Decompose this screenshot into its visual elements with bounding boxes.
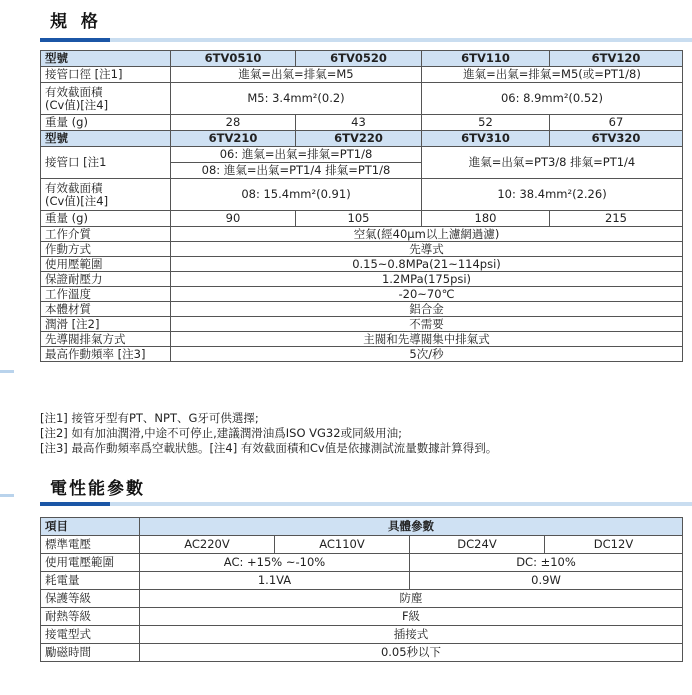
area-label	[41, 179, 171, 211]
common-label: 本體材質	[41, 302, 171, 317]
item-header: 項目	[41, 518, 140, 536]
port-value: 進氣=出氣=排氣=M5	[171, 67, 422, 83]
area-value: 06: 8.9mm²(0.52)	[422, 83, 683, 115]
area-value: 10: 38.4mm²(2.26)	[422, 179, 683, 211]
port-label: 接管口徑 [注1]	[41, 67, 171, 83]
voltage-cell: AC110V	[275, 536, 410, 554]
model-label: 型號	[41, 131, 171, 147]
model-cell: 6TV110	[422, 51, 550, 67]
weight-row-b	[41, 211, 683, 227]
power-dc: 0.9W	[410, 572, 683, 590]
model-cell: 6TV0520	[296, 51, 422, 67]
range-dc: DC: ±10%	[410, 554, 683, 572]
electrical-label: 接電型式	[41, 626, 140, 644]
area-row-a	[41, 83, 683, 115]
common-label: 工作介質	[41, 227, 171, 242]
port-value: 進氣=出氣=排氣=M5(或=PT1/8)	[422, 67, 683, 83]
weight-cell: 43	[296, 115, 422, 131]
footnote-1: [注1] 接管牙型有PT、NPT、G牙可供選擇;	[40, 411, 259, 425]
port-row-a	[41, 67, 683, 83]
spec-table	[40, 50, 683, 362]
weight-row-a	[41, 115, 683, 131]
side-tick-1	[0, 370, 14, 373]
model-cell: 6TV220	[296, 131, 422, 147]
weight-cell: 67	[550, 115, 683, 131]
weight-cell: 52	[422, 115, 550, 131]
weight-label: 重量 (g)	[41, 115, 171, 131]
common-row	[41, 272, 683, 287]
port-value-split	[171, 147, 422, 179]
common-value: -20~70℃	[171, 287, 683, 302]
common-row	[41, 347, 683, 362]
area-label	[41, 83, 171, 115]
electrical-title-underline	[40, 502, 692, 506]
voltage-cell: DC24V	[410, 536, 545, 554]
common-row	[41, 332, 683, 347]
common-label: 使用壓範圍	[41, 257, 171, 272]
area-row-b	[41, 179, 683, 211]
common-label: 潤滑 [注2]	[41, 317, 171, 332]
common-label: 作動方式	[41, 242, 171, 257]
common-label: 最高作動頻率 [注3]	[41, 347, 171, 362]
spec-title-underline	[40, 38, 692, 42]
model-label: 型號	[41, 51, 171, 67]
electrical-section-title: 電性能參數	[50, 479, 145, 499]
model-cell: 6TV120	[550, 51, 683, 67]
electrical-table	[40, 517, 683, 662]
electrical-row	[41, 626, 683, 644]
model-cell: 6TV0510	[171, 51, 296, 67]
weight-cell: 90	[171, 211, 296, 227]
weight-cell: 28	[171, 115, 296, 131]
common-value: 不需要	[171, 317, 683, 332]
common-row	[41, 287, 683, 302]
power-row	[41, 572, 683, 590]
common-value: 1.2MPa(175psi)	[171, 272, 683, 287]
model-cell: 6TV320	[550, 131, 683, 147]
electrical-label: 勵磁時間	[41, 644, 140, 662]
electrical-value: F級	[140, 608, 683, 626]
weight-cell: 215	[550, 211, 683, 227]
side-tick-2	[0, 494, 14, 497]
model-row-a	[41, 51, 683, 67]
area-label-line1: 有效截面積	[45, 180, 103, 195]
model-row-b	[41, 131, 683, 147]
common-value: 0.15~0.8MPa(21~114psi)	[171, 257, 683, 272]
electrical-header-row	[41, 518, 683, 536]
weight-cell: 180	[422, 211, 550, 227]
port-row-b	[41, 147, 683, 179]
electrical-row	[41, 590, 683, 608]
electrical-label: 保護等級	[41, 590, 140, 608]
common-row	[41, 227, 683, 242]
model-cell: 6TV310	[422, 131, 550, 147]
electrical-label: 耐熱等級	[41, 608, 140, 626]
electrical-value: 防塵	[140, 590, 683, 608]
common-row	[41, 302, 683, 317]
common-label: 先導閥排氣方式	[41, 332, 171, 347]
common-value: 空氣(經40μm以上濾網過濾)	[171, 227, 683, 242]
params-header: 具體參數	[140, 518, 683, 536]
area-label-line2: (Cv值)[注4]	[45, 97, 109, 112]
area-value: 08: 15.4mm²(0.91)	[171, 179, 422, 211]
area-value: M5: 3.4mm²(0.2)	[171, 83, 422, 115]
range-label: 使用電壓範圍	[41, 554, 140, 572]
port-value: 進氣=出氣=PT3/8 排氣=PT1/4	[422, 147, 683, 179]
footnote-2: [注2] 如有加油潤滑,中途不可停止,建議潤滑油爲ISO VG32或同級用油;	[40, 426, 402, 440]
common-label: 保證耐壓力	[41, 272, 171, 287]
weight-label: 重量 (g)	[41, 211, 171, 227]
common-value: 主閥和先導閥集中排氣式	[171, 332, 683, 347]
electrical-row	[41, 644, 683, 662]
voltage-label: 標準電壓	[41, 536, 140, 554]
common-label: 工作溫度	[41, 287, 171, 302]
common-row	[41, 242, 683, 257]
common-value: 先導式	[171, 242, 683, 257]
port-label: 接管口 [注1	[41, 147, 171, 179]
range-ac: AC: +15% ~-10%	[140, 554, 410, 572]
area-label-line2: (Cv值)[注4]	[45, 193, 109, 208]
model-cell: 6TV210	[171, 131, 296, 147]
common-row	[41, 317, 683, 332]
electrical-value: 0.05秒以下	[140, 644, 683, 662]
common-value: 5次/秒	[171, 347, 683, 362]
port-value-line1: 06: 進氣=出氣=排氣=PT1/8	[171, 147, 421, 163]
footnote-3: [注3] 最高作動頻率爲空載狀態。[注4] 有效截面積和Cv值是依據測試流量數據計算得到。	[40, 441, 498, 455]
electrical-value: 插接式	[140, 626, 683, 644]
weight-cell: 105	[296, 211, 422, 227]
common-value: 鋁合金	[171, 302, 683, 317]
port-value-line2: 08: 進氣=出氣=PT1/4 排氣=PT1/8	[201, 163, 391, 177]
electrical-row	[41, 608, 683, 626]
footnotes	[40, 411, 497, 456]
spec-section-title: 規 格	[50, 12, 102, 32]
power-label: 耗電量	[41, 572, 140, 590]
voltage-row	[41, 536, 683, 554]
area-label-line1: 有效截面積	[45, 84, 103, 99]
common-row	[41, 257, 683, 272]
voltage-cell: AC220V	[140, 536, 275, 554]
power-ac: 1.1VA	[140, 572, 410, 590]
voltage-cell: DC12V	[545, 536, 683, 554]
range-row	[41, 554, 683, 572]
